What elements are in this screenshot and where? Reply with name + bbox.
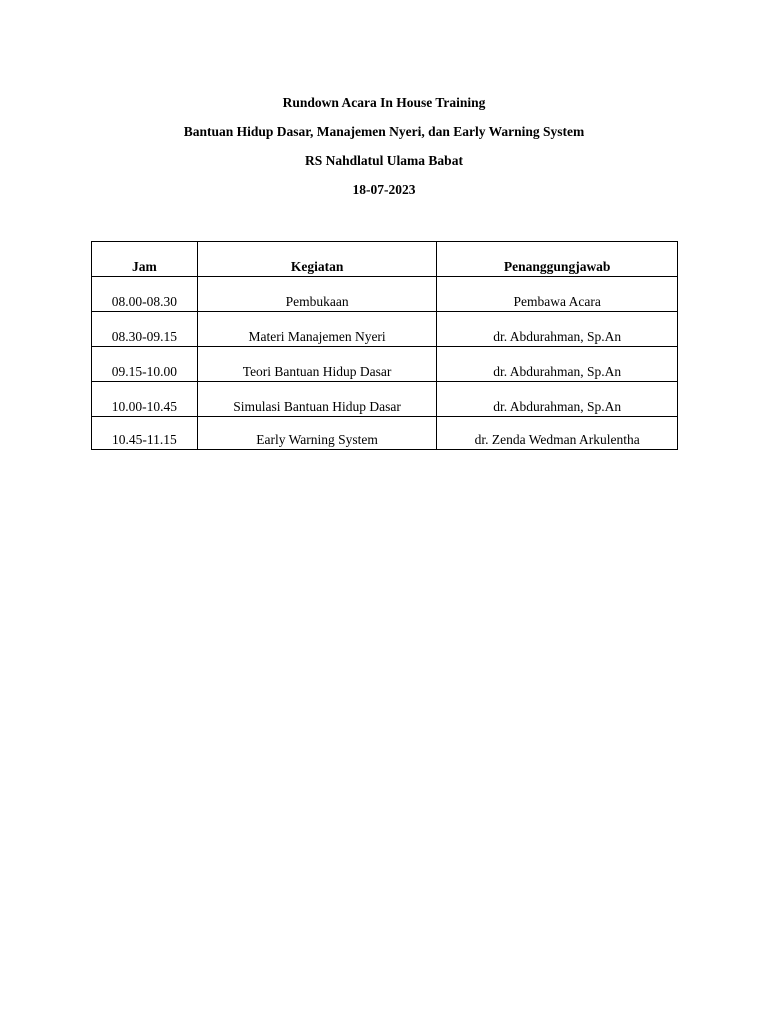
- cell-kegiatan: Teori Bantuan Hidup Dasar: [197, 347, 437, 382]
- cell-jam: 10.45-11.15: [92, 417, 198, 450]
- column-header-kegiatan: Kegiatan: [197, 242, 437, 277]
- table-row: [92, 312, 678, 347]
- table-row: [92, 277, 678, 312]
- cell-jam: 08.00-08.30: [92, 277, 198, 312]
- cell-penanggungjawab: dr. Abdurahman, Sp.An: [437, 382, 678, 417]
- cell-penanggungjawab: dr. Abdurahman, Sp.An: [437, 347, 678, 382]
- table-header-row: [92, 242, 678, 277]
- table-row: [92, 347, 678, 382]
- table-row: [92, 417, 678, 450]
- cell-jam: 08.30-09.15: [92, 312, 198, 347]
- hospital-name: RS Nahdlatul Ulama Babat: [305, 153, 463, 168]
- cell-penanggungjawab: Pembawa Acara: [437, 277, 678, 312]
- cell-penanggungjawab: dr. Zenda Wedman Arkulentha: [437, 417, 678, 450]
- event-date: 18-07-2023: [352, 182, 416, 197]
- column-header-penanggungjawab: Penanggungjawab: [437, 242, 678, 277]
- cell-jam: 09.15-10.00: [92, 347, 198, 382]
- cell-kegiatan: Simulasi Bantuan Hidup Dasar: [197, 382, 437, 417]
- cell-jam: 10.00-10.45: [92, 382, 198, 417]
- table-row: [92, 382, 678, 417]
- cell-kegiatan: Early Warning System: [197, 417, 437, 450]
- rundown-table: [91, 241, 678, 450]
- cell-kegiatan: Pembukaan: [197, 277, 437, 312]
- training-topics: Bantuan Hidup Dasar, Manajemen Nyeri, dan Early Warning System: [183, 124, 585, 139]
- column-header-jam: Jam: [92, 242, 198, 277]
- document-header: [0, 92, 768, 208]
- cell-penanggungjawab: dr. Abdurahman, Sp.An: [437, 312, 678, 347]
- document-title: Rundown Acara In House Training: [282, 95, 486, 110]
- cell-kegiatan: Materi Manajemen Nyeri: [197, 312, 437, 347]
